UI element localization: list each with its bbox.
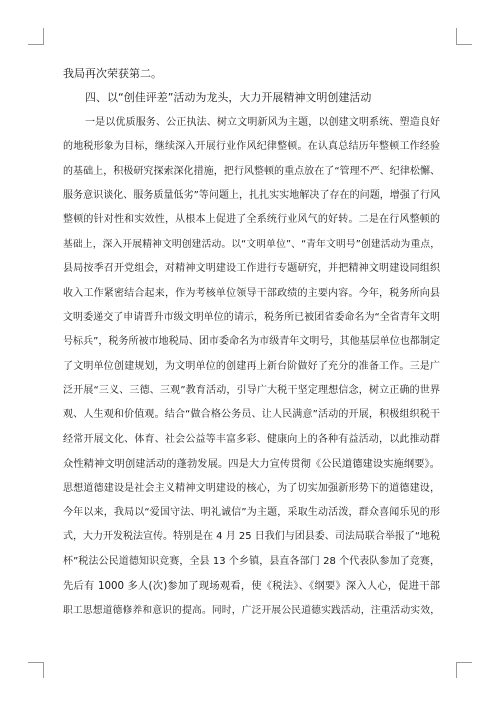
crop-mark-bottom-left — [43, 662, 44, 678]
text-line: 的基础上，积极研究探索深化措施，把行风整顿的重点放在了“管理不严、纪律松懈、 — [63, 165, 440, 177]
text-line: 先后有 1000 多人(次)参加了现场观看，使《税法》、《纲要》深入人心，促进干部 — [63, 580, 440, 593]
text-line: 泛开展“三义、三德、三观”教育活动，引导广大税干坚定理想信念，树立正确的世界 — [63, 385, 440, 397]
text-line: 文明委递交了申请晋升市级文明单位的请示，税务所已被团省委命名为“全省青年文明 — [63, 311, 440, 323]
crop-mark-top-left — [43, 28, 44, 44]
text-line: 的地税形象为目标，继续深入开展行业作风纪律整顿。在认真总结历年整顿工作经验 — [63, 141, 440, 153]
text-line: 我局再次荣获第二。 — [63, 67, 162, 80]
text-line: 思想道德建设是社会主义精神文明建设的核心，为了切实加强新形势下的道德建设， — [63, 482, 440, 494]
text-line: 式，大力开发税法宣传。特别是在 4 月 25 日我们与团县委、司法局联合举报了“地税 — [63, 531, 440, 543]
text-line: 众性精神文明创建活动的蓬勃发展。四是大力宣传贯彻《公民道德建设实施纲要》。 — [63, 458, 440, 471]
text-line: 职工思想道德修养和意识的提高。同时，广泛开展公民道德实践活动，注重活动实效， — [63, 604, 440, 616]
text-line: 基础上，深入开展精神文明创建活动。以“文明单位”、“青年文明号”创建活动为重点， — [63, 238, 440, 250]
text-line: 观、人生观和价值观。结合“做合格公务员、让人民满意”活动的开展，积极组织税干 — [63, 409, 440, 421]
text-line: 今年以来，我局以“爱国守法、明礼诚信”为主题，采取生动活泼，群众喜闻乐见的形 — [63, 507, 440, 519]
text-line: 杯”税法公民道德知识竞赛，全县 13 个乡镇，县直各部门 28 个代表队参加了竞赛， — [63, 555, 440, 567]
text-line: 了文明单位创建规划，为文明单位的创建再上新台阶做好了充分的准备工作。三是广 — [63, 360, 440, 372]
document-body — [63, 62, 440, 623]
crop-mark-top-right — [456, 44, 472, 45]
crop-mark-top-left — [28, 44, 44, 45]
text-line: 经常开展文化、体育、社会公益等丰富多彩、健康向上的各种有益活动，以此推动群 — [63, 433, 440, 445]
text-line: 号标兵”，税务所被市地税局、团市委命名为市级青年文明号，其他基层单位也都制定 — [63, 336, 440, 348]
crop-mark-bottom-left — [28, 662, 44, 663]
text-line: 一是以优质服务、公正执法、树立文明新风为主题，以创建文明系统、塑造良好 — [85, 116, 440, 128]
crop-mark-top-right — [456, 28, 457, 44]
text-line: 县局按季召开党组会，对精神文明建设工作进行专题研究，并把精神文明建设同组织 — [63, 263, 440, 275]
section-heading: 四、以“创佳评差”活动为龙头，大力开展精神文明创建活动 — [85, 91, 372, 105]
text-line: 服务意识谈化、服务质量低劣”等问题上，扎扎实实地解决了存在的问题，增强了行风 — [63, 189, 440, 201]
text-line: 整顿的针对性和实效性，从根本上促进了全系统行业风气的好转。二是在行风整顿的 — [63, 214, 440, 226]
crop-mark-bottom-right — [456, 662, 472, 663]
text-line: 收入工作紧密结合起来，作为考核单位领导干部政绩的主要内容。今年，税务所向县 — [63, 287, 440, 299]
crop-mark-bottom-right — [456, 662, 457, 678]
